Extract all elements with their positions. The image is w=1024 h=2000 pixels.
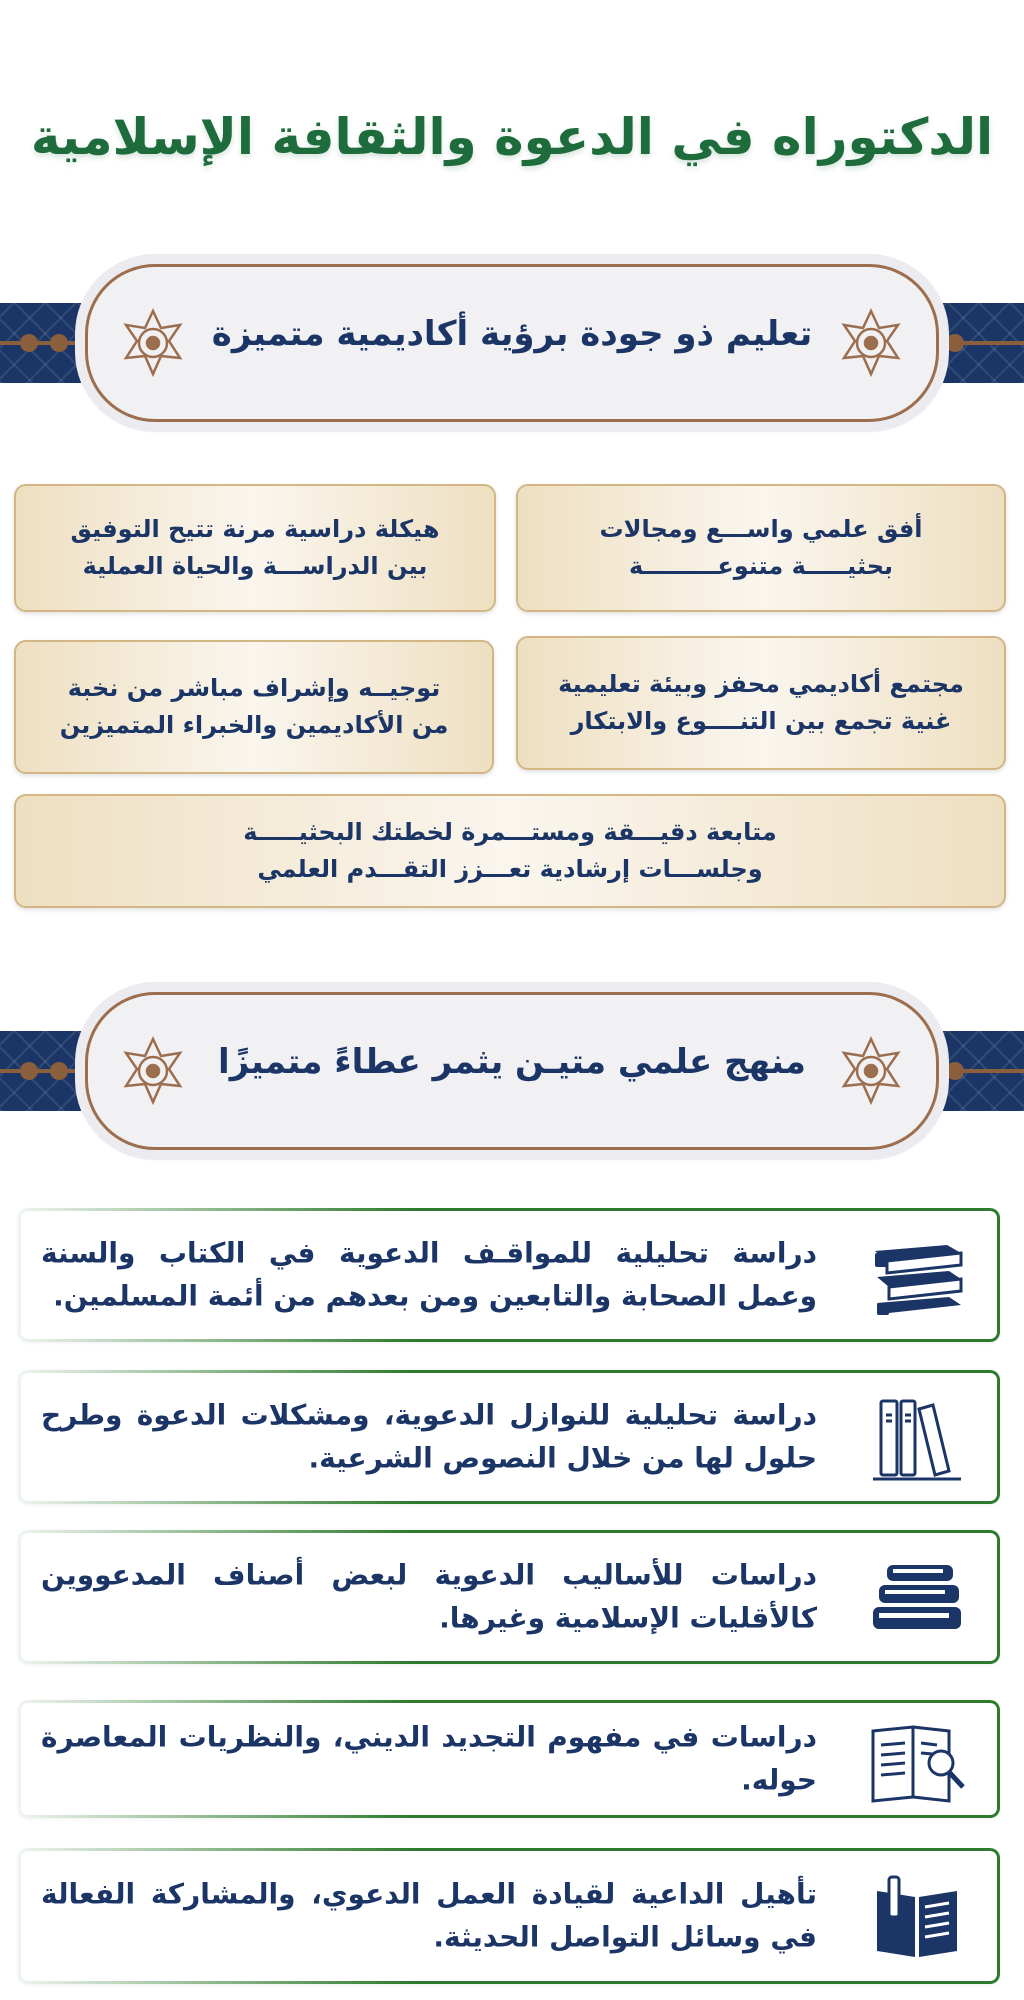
feature-card [516,484,1006,612]
feature-card [14,640,494,774]
feature-card [14,484,496,612]
feature-card-text: أفق علمي واســـع ومجالات بحثيـــــة متنوعـــــــــة [599,514,923,580]
page-title: الدكتوراه في الدعوة والثقافة الإسلامية [30,108,994,166]
rosette-ornament-icon [118,308,188,378]
banner-dot [50,334,68,352]
feature-card-text: مجتمع أكاديمي محفز وبيئة تعليمية غنية تجمع بين التنــــوع والابتكار [558,669,964,735]
feature-card-text: توجيــه وإشراف مباشر من نخبة من الأكاديمين والخبراء المتميزين [59,673,449,739]
banner-dot [50,1062,68,1080]
section-banner-quality [0,256,1024,431]
curriculum-item [18,1370,1000,1504]
curriculum-item [18,1208,1000,1342]
banner-title: تعليم ذو جودة برؤية أكاديمية متميزة [211,314,813,354]
banner-dot [946,1062,964,1080]
curriculum-item [18,1700,1000,1818]
banner-dot [20,1062,38,1080]
books-stack-icon [867,1233,967,1323]
rosette-ornament-icon [836,1036,906,1106]
feature-card-text: متابعة دقيـــقة ومستـــمرة لخطتك البحثيـــــة وجلســـات إرشادية تعـــزز التقـــدم العلمي [243,817,777,883]
feature-card-wide [14,794,1006,908]
curriculum-item-text: تأهيل الداعية لقيادة العمل الدعوي، والمشاركة الفعالة في وسائل التواصل الحديثة. [41,1877,817,1954]
curriculum-item [18,1848,1000,1984]
curriculum-item-text: دراسات في مفهوم التجديد الديني، والنظريات المعاصرة حوله. [41,1720,817,1797]
rosette-ornament-icon [118,1036,188,1106]
open-book-magnifier-icon [867,1717,967,1807]
feature-card [516,636,1006,770]
bookshelf-icon [867,1395,967,1485]
curriculum-item [18,1530,1000,1664]
banner-title: منهج علمي متيـن يثمر عطاءً متميزًا [218,1042,806,1082]
banner-dot [20,334,38,352]
book-pen-icon [867,1873,967,1963]
stacked-books-icon [867,1555,967,1645]
rosette-ornament-icon [836,308,906,378]
curriculum-item-text: دراسة تحليلية للمواقـف الدعوية في الكتاب والسنة وعمل الصحابة والتابعين ومن بعدهم من أئمة المسلمين. [41,1236,817,1313]
curriculum-item-text: دراسة تحليلية للنوازل الدعوية، ومشكلات الدعوة وطرح حلول لها من خلال النصوص الشرعية. [41,1398,817,1475]
banner-dot [946,334,964,352]
curriculum-item-text: دراسات للأساليب الدعوية لبعض أصناف المدعووين كالأقليات الإسلامية وغيرها. [41,1558,817,1635]
feature-card-text: هيكلة دراسية مرنة تتيح التوفيق بين الدراســـة والحياة العملية [70,514,440,580]
section-banner-curriculum [0,984,1024,1159]
